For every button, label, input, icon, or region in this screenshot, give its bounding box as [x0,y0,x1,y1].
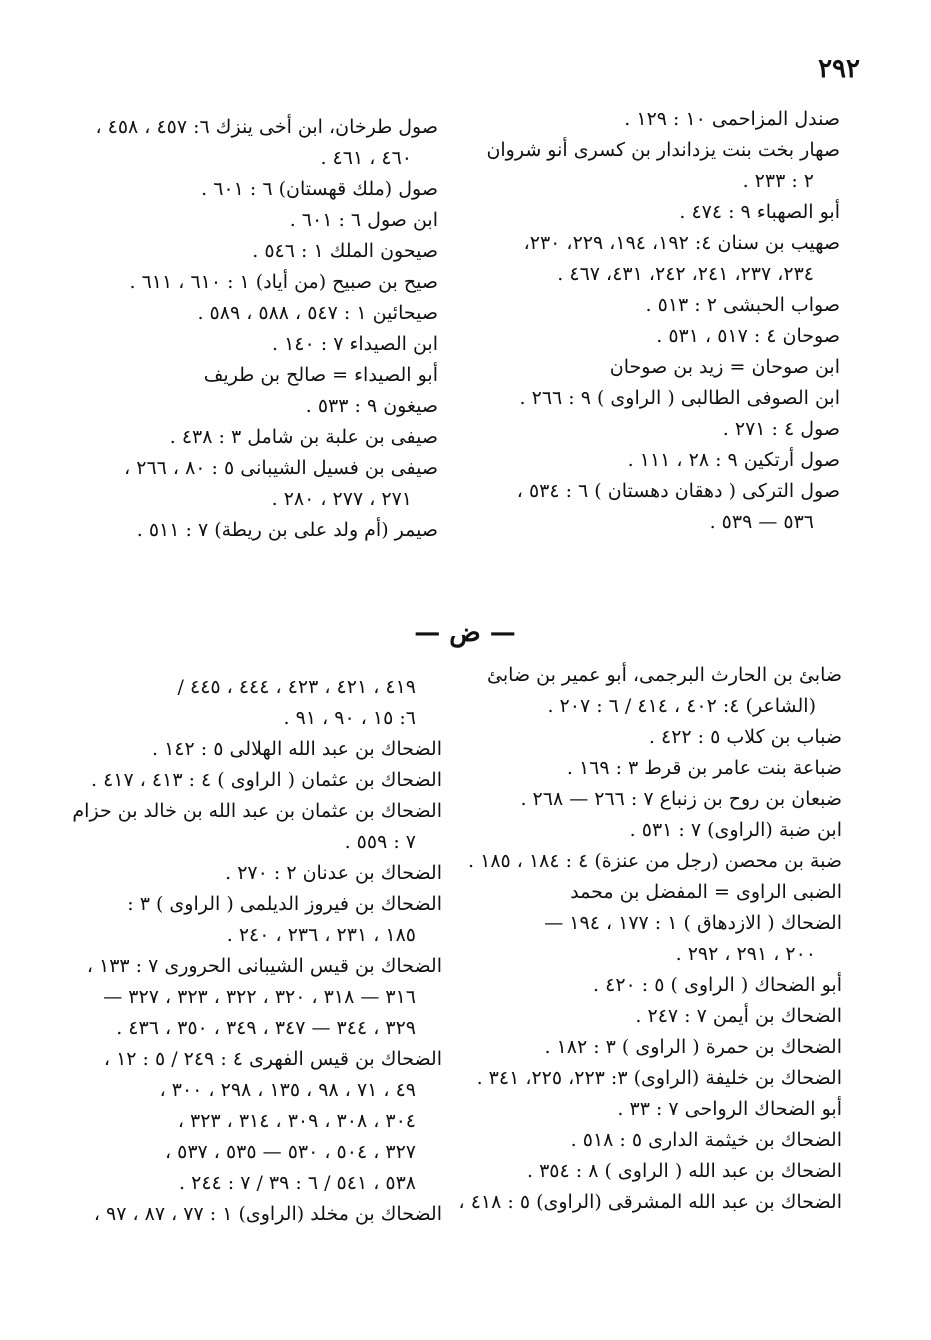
index-entry: الضحاك بن خيثمة الدارى ٥ : ٥١٨ . [570,1129,842,1151]
index-column-right-bottom [458,660,842,1218]
index-entry: الضحاك بن مخلد (الراوى) ١ : ٧٧ ، ٨٧ ، ٩٧ ، [93,1203,442,1225]
index-entry: أبو الصهباء ٩ : ٤٧٤ . [679,201,840,223]
index-entry: صيفى بن فسيل الشيبانى ٥ : ٨٠ ، ٢٦٦ ، [124,457,438,479]
index-entry: صيمر (أم ولد على بن ريطة) ٧ : ٥١١ . [136,519,438,541]
index-entry-continuation: ١٨٥ ، ٢٣١ ، ٢٣٦ ، ٢٤٠ . [226,924,416,946]
index-entry: أبو الضحاك الرواحى ٧ : ٣٣ . [617,1098,842,1120]
index-entry: الضحاك بن قيس الفهرى ٤ : ٢٤٩ / ٥ : ١٢ ، [103,1048,442,1070]
index-entry: ضبة بن محصن (رجل من عنزة) ٤ : ١٨٤ ، ١٨٥ . [468,850,842,872]
index-entry: الضحاك بن أيمن ٧ : ٢٤٧ . [635,1005,842,1027]
index-entry: الضحاك بن عبد الله المشرقى (الراوى) ٥ : ٤١٨ ، [458,1191,842,1213]
index-entry: صول ٤ : ٢٧١ . [722,418,840,440]
index-entry: ابن الصوفى الطالبى ( الراوى ) ٩ : ٢٦٦ . [519,387,840,409]
index-entry-continuation: ٣٠٤ ، ٣٠٨ ، ٣٠٩ ، ٣١٤ ، ٣٢٣ ، [177,1110,416,1132]
index-entry: الضحاك بن عبد الله الهلالى ٥ : ١٤٢ . [151,738,442,760]
index-entry-continuation: ٧ : ٥٥٩ . [344,831,416,853]
index-entry: صوحان ٤ : ٥١٧ ، ٥٣١ . [656,325,840,347]
index-entry: صول (ملك قهستان) ٦ : ٦٠١ . [201,178,438,200]
section-heading: — ض — [414,618,516,648]
index-entry-continuation: ٢ : ٢٣٣ . [742,170,814,192]
index-entry-continuation: (الشاعر) ٤: ٤٠٢ ، ٤١٤ / ٦ : ٢٠٧ . [547,695,816,717]
index-entry: الضحاك بن فيروز الديلمى ( الراوى ) ٣ : [127,893,442,915]
page-number: ٢٩٢ [818,54,860,84]
index-entry: الضحاك بن حمرة ( الراوى ) ٣ : ١٨٢ . [544,1036,842,1058]
index-column-left-bottom [66,672,442,1230]
index-entry: صيفى بن علبة بن شامل ٣ : ٤٣٨ . [169,426,438,448]
index-entry-continuation: ٤٩ ، ٧١ ، ٩٨ ، ١٣٥ ، ٢٩٨ ، ٣٠٠ ، [159,1079,416,1101]
index-entry: ضبعان بن روح بن زنباع ٧ : ٢٦٦ — ٢٦٨ . [520,788,842,810]
index-entry: الضحاك بن خليفة (الراوى) ٣: ٢٢٣، ٢٢٥، ٣٤١ . [476,1067,842,1089]
index-entry-continuation: ٢٠٠ ، ٢٩١ ، ٢٩٢ . [675,943,816,965]
index-entry: ابن صول ٦ : ٦٠١ . [289,209,438,231]
index-entry-continuation: ٤٦٠ ، ٤٦١ . [320,147,412,169]
index-entry-continuation: ٢٧١ ، ٢٧٧ ، ٢٨٠ . [271,488,412,510]
index-entry: ابن ضبة (الراوى) ٧ : ٥٣١ . [629,819,842,841]
index-entry: الضحاك بن عبد الله ( الراوى ) ٨ : ٣٥٤ . [527,1160,842,1182]
index-entry-continuation: ٣٢٩ ، ٣٤٤ — ٣٤٧ ، ٣٤٩ ، ٣٥٠ ، ٤٣٦ . [116,1017,416,1039]
index-entry-continuation: ٥٣٨ ، ٥٤١ / ٦ : ٣٩ / ٧ : ٢٤٤ . [179,1172,416,1194]
index-entry-continuation: ٤١٩ ، ٤٢١ ، ٤٢٣ ، ٤٤٤ ، ٤٤٥ / [177,676,416,698]
index-entry: صيحائين ١ : ٥٤٧ ، ٥٨٨ ، ٥٨٩ . [197,302,438,324]
index-entry: صيح بن صبيح (من أياد) ١ : ٦١٠ ، ٦١١ . [129,271,438,293]
index-entry: الضحاك بن عثمان ( الراوى ) ٤ : ٤١٣ ، ٤١٧ . [90,769,442,791]
index-entry: الضحاك بن عثمان بن عبد الله بن خالد بن حزام [72,800,442,822]
index-entry: صول أرتكين ٩ : ٢٨ ، ١١١ . [627,449,840,471]
index-entry: ابن الصيداء ٧ : ١٤٠ . [272,333,438,355]
index-entry: الضحاك بن عدنان ٢ : ٢٧٠ . [225,862,442,884]
index-entry-continuation: ٢٣٤، ٢٣٧، ٢٤١، ٢٤٢، ٤٣١، ٤٦٧ . [557,263,814,285]
index-entry-continuation: ٥٣٦ — ٥٣٩ . [709,511,814,533]
index-entry: ابن صوحان = زيد بن صوحان [609,356,840,378]
index-column-right-top [470,104,840,538]
index-entry: ضباب بن كلاب ٥ : ٤٢٢ . [648,726,842,748]
index-entry-continuation: ٦: ١٥ ، ٩٠ ، ٩١ . [283,707,416,729]
index-entry: الضحاك بن قيس الشيبانى الحرورى ٧ : ١٣٣ ، [86,955,442,977]
index-entry: صواب الحبشى ٢ : ٥١٣ . [645,294,840,316]
index-entry: صهار بخت بنت يزداندار بن كسرى أنو شروان [486,139,840,161]
index-entry: الضحاك ( الازدهاق ) ١ : ١٧٧ ، ١٩٤ — [544,912,842,934]
index-entry: الضبى الراوى = المفضل بن محمد [570,881,842,903]
index-entry: صيغون ٩ : ٥٣٣ . [305,395,438,417]
index-entry: صيحون الملك ١ : ٥٤٦ . [252,240,438,262]
index-entry: أبو الصيداء = صالح بن طريف [203,364,438,386]
index-column-left-top [66,112,438,546]
index-entry: أبو الضحاك ( الراوى ) ٥ : ٤٢٠ . [593,974,842,996]
index-entry: صندل المزاحمى ١٠ : ١٢٩ . [624,108,840,130]
index-entry: صهيب بن سنان ٤: ١٩٢، ١٩٤، ٢٢٩، ٢٣٠، [523,232,840,254]
index-entry-continuation: ٣٢٧ ، ٥٠٤ ، ٥٣٠ — ٥٣٥ ، ٥٣٧ ، [164,1141,416,1163]
index-entry: ضباعة بنت عامر بن قرط ٣ : ١٦٩ . [566,757,842,779]
index-entry: صول التركى ( دهقان دهستان ) ٦ : ٥٣٤ ، [516,480,840,502]
index-entry-continuation: ٣١٦ — ٣١٨ ، ٣٢٠ ، ٣٢٢ ، ٣٢٣ ، ٣٢٧ — [103,986,416,1008]
index-entry: صول طرخان، ابن أخى ينزك ٦: ٤٥٧ ، ٤٥٨ ، [95,116,438,138]
index-entry: ضابئ بن الحارث البرجمى، أبو عمير بن ضابئ [487,664,842,686]
